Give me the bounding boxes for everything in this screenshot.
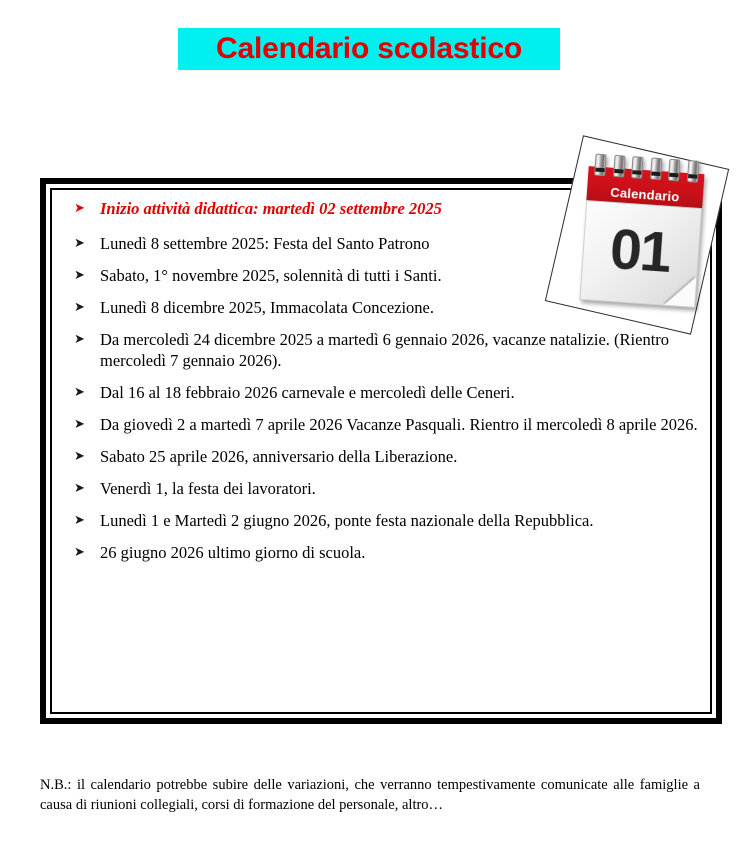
document-title-area [0, 0, 739, 100]
calendar-event-text: Sabato, 1° novembre 2025, solennità di tutti i Santi. [100, 266, 442, 285]
arrow-bullet-icon: ➤ [74, 545, 85, 560]
calendar-ring [668, 159, 681, 182]
calendar-ring [631, 156, 644, 179]
calendar-event-text: Da giovedì 2 a martedì 7 aprile 2026 Vacanze Pasquali. Rientro il mercoledì 8 aprile 2026. [100, 415, 698, 434]
title-highlight-band [178, 28, 560, 70]
calendar-event-text: Venerdì 1, la festa dei lavoratori. [100, 479, 316, 498]
calendar-event-text: Lunedì 8 dicembre 2025, Immacolata Concezione. [100, 298, 435, 317]
calendar-event-text: 26 giugno 2026 ultimo giorno di scuola. [100, 543, 366, 562]
calendar-event-text: Dal 16 al 18 febbraio 2026 carnevale e mercoledì delle Ceneri. [100, 383, 515, 402]
page-fold-corner [664, 275, 696, 307]
arrow-bullet-icon: ➤ [74, 201, 85, 216]
calendar-day-number: 01 [608, 216, 672, 285]
calendar-event-text: Da mercoledì 24 dicembre 2025 a martedì 6 gennaio 2026, vacanze natalizie. (Rientro mercoledì 7 gennaio 2026). [100, 330, 670, 370]
calendar-event-item [72, 382, 700, 403]
calendar-event-item [72, 542, 700, 563]
calendar-event-item [72, 478, 700, 499]
calendar-ring [594, 154, 607, 177]
calendar-event-item [72, 510, 700, 531]
arrow-bullet-icon: ➤ [74, 268, 85, 283]
calendar-event-text: Sabato 25 aprile 2026, anniversario della Liberazione. [100, 447, 458, 466]
arrow-bullet-icon: ➤ [74, 332, 85, 347]
calendar-ring [613, 155, 626, 178]
arrow-bullet-icon: ➤ [74, 300, 85, 315]
desk-calendar-icon [579, 162, 704, 310]
calendar-event-item [72, 446, 700, 467]
calendar-event-item [72, 414, 700, 435]
calendar-event-text: Lunedì 8 settembre 2025: Festa del Santo Patrono [100, 234, 430, 253]
calendar-ring [687, 160, 700, 183]
calendar-ring [650, 157, 663, 180]
arrow-bullet-icon: ➤ [74, 481, 85, 496]
calendar-page [579, 200, 702, 308]
arrow-bullet-icon: ➤ [74, 449, 85, 464]
calendar-header-label: Calendario [609, 184, 680, 205]
arrow-bullet-icon: ➤ [74, 417, 85, 432]
footer-note: N.B.: il calendario potrebbe subire delle variazioni, che verranno tempestivamente comunicate alle famiglie a causa di riunioni collegiali, corsi di formazione del personale, altro… [40, 777, 700, 813]
arrow-bullet-icon: ➤ [74, 385, 85, 400]
arrow-bullet-icon: ➤ [74, 513, 85, 528]
page-title: Calendario scolastico [216, 32, 522, 65]
arrow-bullet-icon: ➤ [74, 236, 85, 251]
calendar-event-text: Lunedì 1 e Martedì 2 giugno 2026, ponte festa nazionale della Repubblica. [100, 511, 594, 530]
calendar-event-text: Inizio attività didattica: martedì 02 settembre 2025 [100, 199, 442, 218]
calendar-illustration [548, 142, 733, 347]
